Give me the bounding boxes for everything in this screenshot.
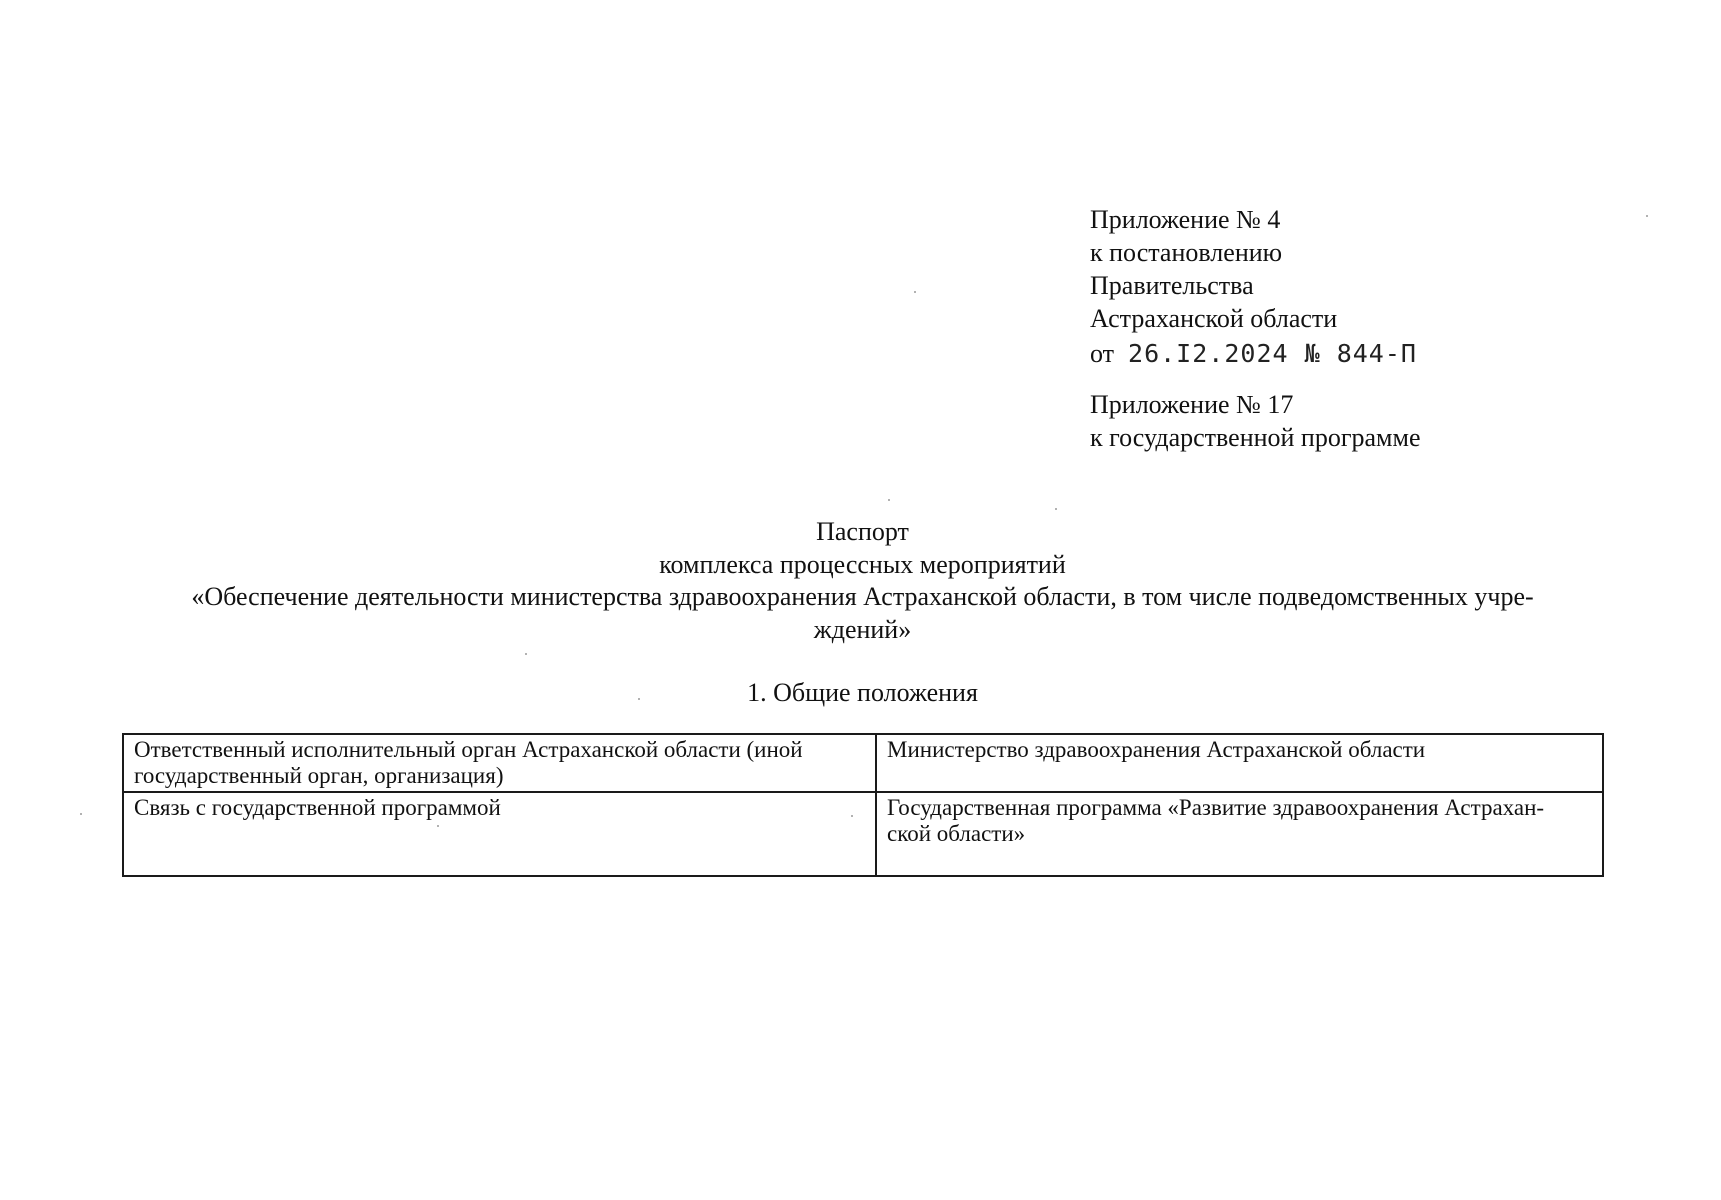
appendix-line-5: Приложение № 17: [1090, 390, 1294, 419]
appendix-block: [1090, 203, 1421, 454]
document-title: [120, 516, 1605, 646]
title-line-3: «Обеспечение деятельности министерства здравоохранения Астраханской области, в том числе подведомственных учре-: [191, 582, 1534, 611]
scan-speck: [1055, 508, 1057, 510]
appendix-line-3: Правительства: [1090, 271, 1254, 300]
table-row: [123, 734, 1603, 792]
table-cell-value: [876, 792, 1603, 876]
appendix-line-6: к государственной программе: [1090, 423, 1421, 452]
general-provisions-table: [122, 733, 1604, 877]
cell-line: Государственная программа «Развитие здравоохранения Астрахан-: [887, 795, 1545, 820]
cell-line: ской области»: [887, 821, 1026, 846]
resolution-date-line: [1090, 337, 1421, 370]
appendix-line-2: к постановлению: [1090, 238, 1283, 267]
date-prefix: от: [1090, 339, 1115, 368]
title-line-4: ждений»: [813, 614, 912, 644]
program-appendix: [1090, 388, 1421, 454]
resolution-date-number: 26.I2.2024 № 844-П: [1128, 339, 1417, 368]
table-cell-label: [123, 792, 876, 876]
scan-speck: [80, 813, 82, 815]
table-cell-value: [876, 734, 1603, 792]
cell-line: Министерство здравоохранения Астраханской области: [887, 737, 1426, 762]
appendix-line-4: Астраханской области: [1090, 304, 1338, 333]
scan-speck: [914, 291, 916, 293]
cell-line: Ответственный исполнительный орган Астраханской области (иной: [134, 737, 803, 762]
table-row: [123, 792, 1603, 876]
title-line-1: Паспорт: [816, 517, 909, 546]
scan-speck: [525, 653, 527, 655]
table-cell-label: [123, 734, 876, 792]
section-heading: 1. Общие положения: [747, 678, 978, 707]
scan-speck: [888, 499, 890, 501]
cell-line: Связь с государственной программой: [134, 795, 501, 820]
title-line-2: комплекса процессных мероприятий: [659, 549, 1066, 579]
cell-line: государственный орган, организация): [134, 763, 504, 788]
appendix-line-1: Приложение № 4: [1090, 205, 1281, 234]
scan-speck: [1646, 215, 1648, 217]
